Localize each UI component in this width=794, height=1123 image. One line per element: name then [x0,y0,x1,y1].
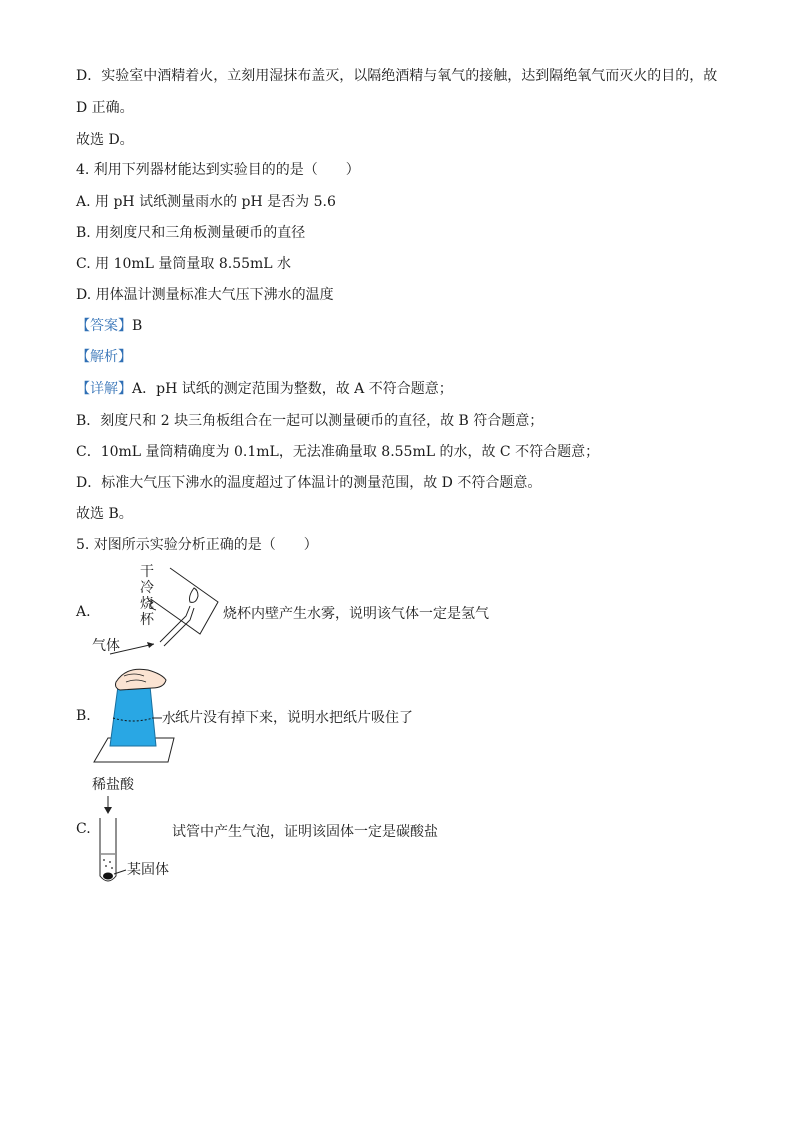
detail-line-a: 【详解】A．pH 试纸的测定范围为整数，故 A 不符合题意； [76,381,453,397]
acid-label: 稀盐酸 [92,777,134,793]
prev-answer-line-1: D．实验室中酒精着火，立刻用湿抹布盖灭，以隔绝酒精与氧气的接触，达到隔绝氧气而灭火的目的，故 [76,68,718,84]
fig-label-leng: 冷 [140,580,154,596]
q4-conclusion: 故选 B。 [76,506,133,522]
gas-label: 气体 [92,638,120,654]
test-tube [100,818,116,881]
q5-option-c-label: C. [76,821,91,837]
answer-tag: 【答案】 [76,318,132,334]
option-c-caption: 试管中产生气泡，证明该固体一定是碳酸盐 [172,824,438,840]
detail-tag: 【详解】 [76,381,132,397]
flame-icon [190,588,199,602]
detail-line-b: B．刻度尺和 2 块三角板组合在一起可以测量硬币的直径，故 B 符合题意； [76,413,544,429]
prev-answer-line-2: D 正确。 [76,100,134,116]
q4-answer [76,316,142,336]
q5-option-a-label: A. [76,604,91,620]
q5-stem: 5. 对图所示实验分析正确的是（ ） [76,537,318,553]
down-arrow-icon [104,807,112,814]
fig-label-shao: 烧 [140,596,154,612]
water-label: 水 [162,711,176,727]
arrow-icon [147,642,154,648]
q4-option-c: C. 用 10mL 量筒量取 8.55mL 水 [76,256,292,272]
answer-value: B [132,318,143,334]
option-a-caption: 烧杯内壁产生水雾，说明该气体一定是氢气 [223,606,489,622]
q4-stem: 4. 利用下列器材能达到实验目的的是（ ） [76,162,360,178]
q4-option-b: B. 用刻度尺和三角板测量硬币的直径 [76,225,306,241]
hand-icon [116,669,167,690]
water-cup [110,686,156,746]
option-b-figure [90,662,180,766]
cold-beaker-icon [152,568,218,634]
detail-line-d: D．标准大气压下沸水的温度超过了体温计的测量范围，故 D 不符合题意。 [76,475,542,491]
q4-option-d: D. 用体温计测量标准大气压下沸水的温度 [76,287,334,303]
fig-label-bei: 杯 [140,612,154,628]
solid-label: 某固体 [127,862,169,878]
analysis-tag: 【解析】 [76,349,132,365]
q4-option-a: A. 用 pH 试纸测量雨水的 pH 是否为 5.6 [76,194,336,210]
solid-sample [103,873,113,880]
fig-label-gan: 干 [140,564,154,580]
prev-answer-conclusion: 故选 D。 [76,132,134,148]
option-b-caption: 纸片没有掉下来，说明水把纸片吸住了 [175,710,413,726]
detail-line-c: C．10mL 量筒精确度为 0.1mL，无法准确量取 8.55mL 的水，故 C 不符合题意； [76,444,600,460]
option-a-figure [90,560,220,660]
q5-option-b-label: B. [76,708,91,724]
